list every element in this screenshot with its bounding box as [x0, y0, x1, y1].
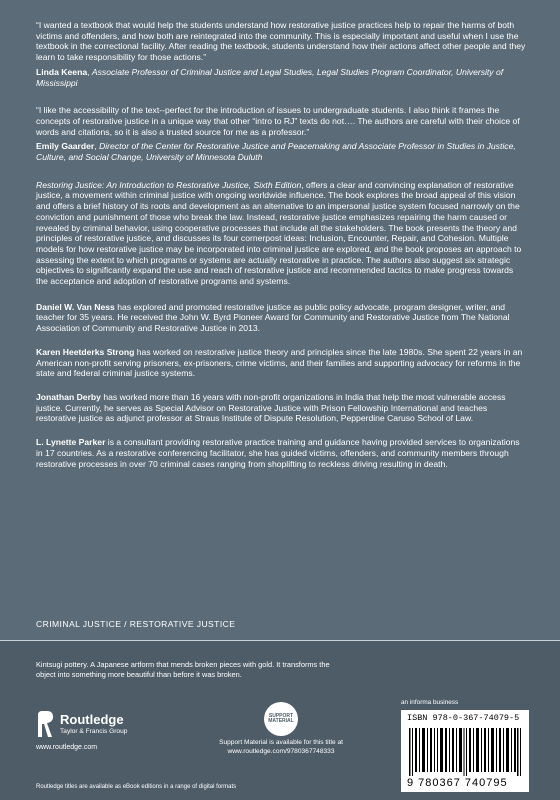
quote-1: “I wanted a textbook that would help the students understand how restorative justice practices help to repair the harms of both victims and offenders, and how both are reintegrated into the community. This is especially important and useful when I use the textbook in the correctional facility. After reading the textbook, students understand how their actions affect other people and they learn to take responsibility for those actions.” — [36, 20, 526, 63]
publisher-logo — [36, 706, 156, 751]
author-bio-text: has explored and promoted restorative justice as public policy advocate, program designer, writer, and teacher for 35 years. He received the John W. Byrd Pioneer Award for Community and Restorative Justice from The National Association of Community and Restorative Justice in 2013. — [36, 301, 510, 334]
author-bio-text: has worked more than 16 years with non-profit organizations in India that help the most vulnerable access justice. Currently, he serves as Special Advisor on Restorative Justice with Prison Fellowship International and teaches restorative justice as adjunct professor at Straus Institute of Dispute Resolution, Pepperdine Caruso School of Law. — [36, 391, 506, 424]
isbn-barcode — [401, 710, 529, 792]
support-material-text — [196, 739, 366, 756]
author-bio — [36, 347, 526, 379]
author-name: Karen Heetderks Strong — [36, 346, 135, 357]
author-name: Daniel W. Van Ness — [36, 301, 115, 312]
barcode-icon — [409, 728, 521, 776]
publisher-url: www.routledge.com — [36, 744, 98, 751]
publisher-name: Routledge — [60, 712, 124, 727]
author-bio — [36, 437, 526, 469]
quote-2-author-title: Director of the Center for Restorative Justice and Peacemaking and Associate Professor in Studies in Justice, Culture, and Social Change, University of Minnesota Duluth — [36, 141, 516, 163]
support-material — [196, 702, 366, 756]
quote-2-attribution: Emily Gaarder, Director of the Center for Restorative Justice and Peacemaking and Associate Professor in Studies in Justice, Culture, and Social Change, University of Minnesota Duluth — [36, 141, 516, 163]
cover-image-caption: Kintsugi pottery. A Japanese artform that mends broken pieces with gold. It transforms the object into something more beautiful than before it was broken. — [36, 660, 330, 679]
quote-2: “I like the accessibility of the text--perfect for the introduction of issues to undergraduate students. I also think it frames the concepts of restorative justice in a unique way that other “intro to RJ” texts do not…. The authors are careful with their choice of words and citations, so it is also a trusted source for me as a professor.” — [36, 105, 520, 137]
quote-1-attribution: Linda Keena, Associate Professor of Criminal Justice and Legal Studies, Legal Studies Program Coordinator, University of Mississippi — [36, 66, 504, 88]
ebook-note: Routledge titles are available as eBook editions in a range of digital formats — [36, 784, 237, 790]
description-body: , offers a clear and convincing explanation of restorative justice, a movement within criminal justice with ongoing worldwide influence. The book explores the broad appeal of this vision and offers a brief history of its roots and development as an alternative to an impersonal justice system focused narrowly on the conviction and punishment of those who break the law. Instead, restorative justice emphasizes repairing the harm caused or revealed by criminal behavior, using cooperative processes that include all the stakeholders. The book presents the theory and principles of restorative justice, and discusses its four cornerpost ideas: Inclusion, Encounter, Repair, and Cohesion. Multiple models for how restorative justice may be incorporated into criminal justice are explored, and the book proposes an approach to assessing the extent to which programs or systems are actually restorative in practice. The authors also suggest six strategic objectives to significantly expand the use and reach of restorative justice and recommended tactics to make progress towards the acceptance and adoption of restorative programs and systems. — [36, 179, 522, 287]
informa-tagline: an informa business — [401, 699, 459, 706]
subject-category: CRIMINAL JUSTICE / RESTORATIVE JUSTICE — [36, 619, 236, 629]
book-title: Restoring Justice: An Introduction to Restorative Justice, Sixth Edition — [36, 179, 302, 190]
routledge-icon — [36, 710, 54, 738]
author-name: Jonathan Derby — [36, 391, 101, 402]
author-bio — [36, 392, 526, 424]
quote-2-author: Emily Gaarder — [36, 141, 95, 152]
author-bio — [36, 302, 526, 334]
support-material-badge-icon: SUPPORT MATERIAL — [264, 702, 298, 736]
isbn-digits: 9 780367 740795 — [407, 777, 508, 789]
back-cover-content — [36, 20, 526, 482]
isbn-label: ISBN 978-0-367-74079-5 — [407, 713, 520, 723]
support-material-line: Support Material is available for this title at — [219, 739, 343, 746]
quote-1-author: Linda Keena — [36, 66, 88, 77]
author-bio-text: is a consultant providing restorative practice training and guidance having provided services to organizations in 17 countries. As a restorative conferencing facilitator, she has guided victims, offenders, and community members through restorative processes in over 70 criminal cases ranging from shoplifting to reckless driving resulting in death. — [36, 437, 520, 469]
book-description — [36, 180, 526, 287]
publisher-group: Taylor & Francis Group — [60, 728, 128, 735]
support-material-url: www.routledge.com/9780367748333 — [227, 747, 335, 755]
quote-1-author-title: Associate Professor of Criminal Justice and Legal Studies, Legal Studies Program Coordinator, University of Mississippi — [36, 66, 504, 88]
author-name: L. Lynette Parker — [36, 437, 106, 448]
author-bio-text: has worked on restorative justice theory and principles since the late 1980s. She spent 22 years in an American non-profit serving prisoners, ex-prisoners, crime victims, and their families and supporting advocacy for reforms in the state and federal criminal justice systems. — [36, 346, 523, 379]
